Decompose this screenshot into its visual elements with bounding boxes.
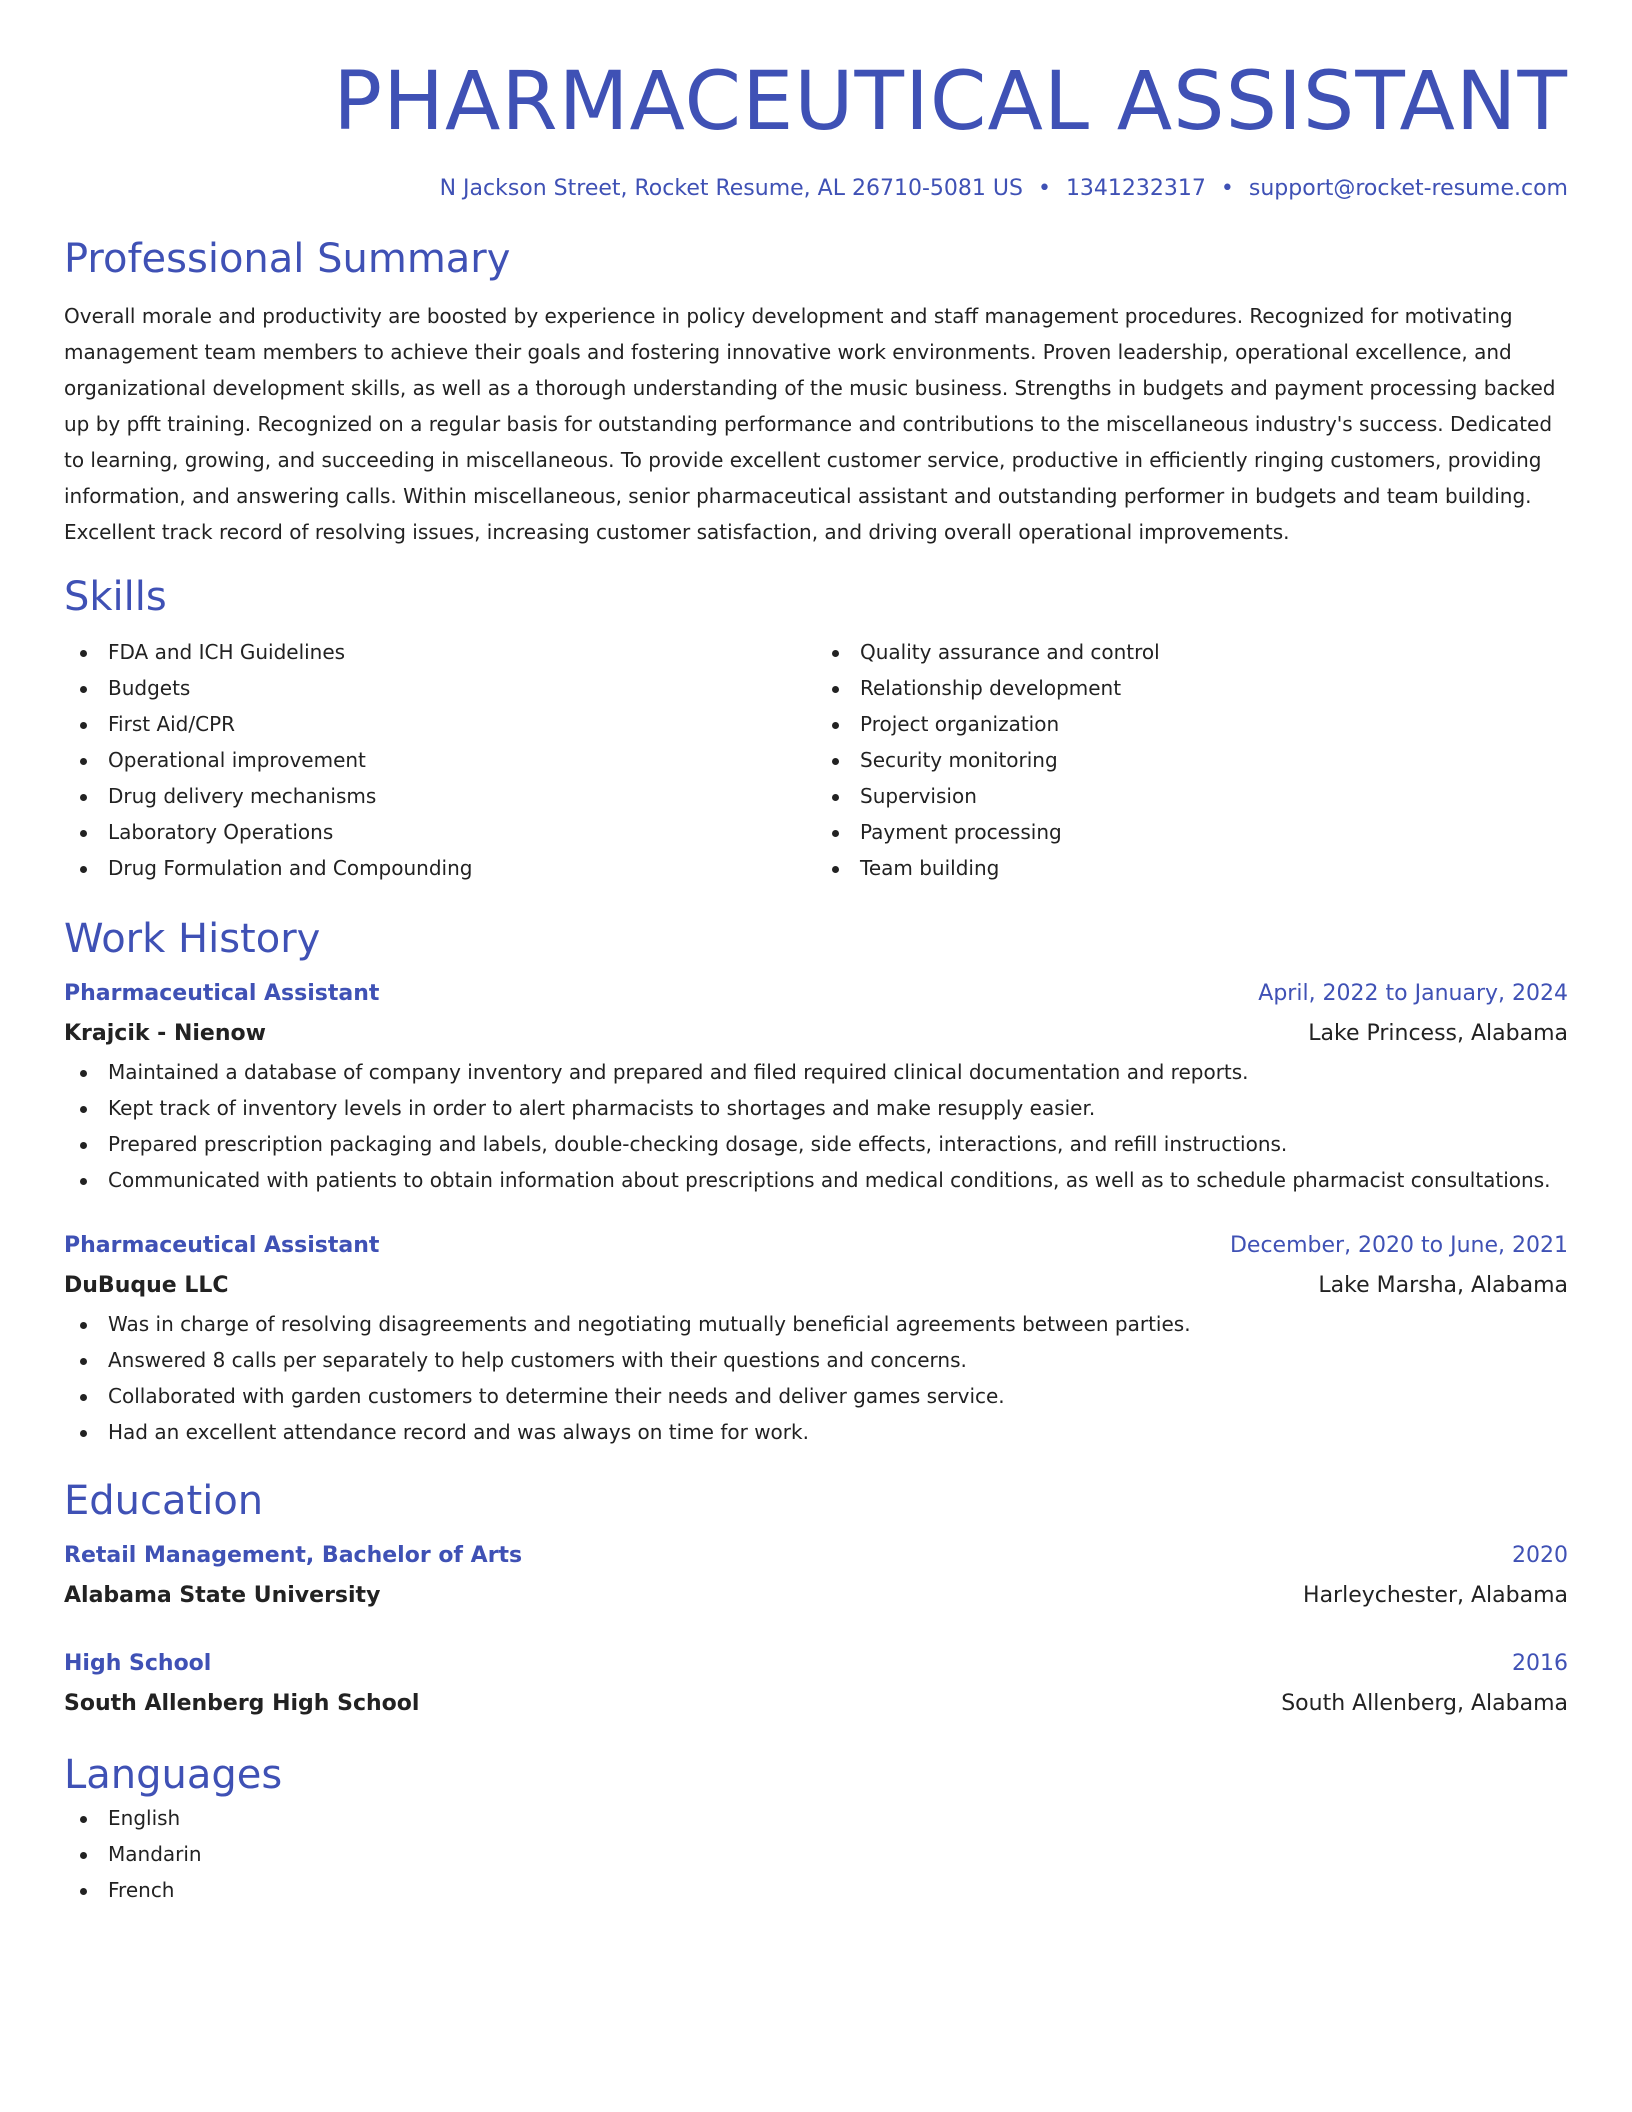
job-duty-item: Communicated with patients to obtain information about prescriptions and medical conditions, as well as to schedule pharmacist consultations.: [108, 1162, 1568, 1198]
contact-phone: 1341232317: [1065, 176, 1206, 201]
education-entry: [64, 1644, 1568, 1724]
work-entry-subheader: [64, 1266, 1568, 1306]
skill-item: Drug delivery mechanisms: [108, 778, 816, 814]
skill-item: Operational improvement: [108, 742, 816, 778]
summary-text: Overall morale and productivity are boosted by experience in policy development and staff management procedures. Recognized for motivating management team members to achieve their goals and fostering innovative work environments. Proven leadership, operational excellence, and organizational development skills, as well as a thorough understanding of the music business. Strengths in budgets and payment processing backed up by pfft training. Recognized on a regular basis for outstanding performance and contributions to the miscellaneous industry's success. Dedicated to learning, growing, and succeeding in miscellaneous. To provide excellent customer service, productive in efficiently ringing customers, providing information, and answering calls. Within miscellaneous, senior pharmaceutical assistant and outstanding performer in budgets and team building. Excellent track record of resolving issues, increasing customer satisfaction, and driving overall operational improvements.: [64, 304, 1556, 544]
education-entry-header: [64, 1644, 1568, 1684]
skills-heading: Skills: [64, 574, 167, 620]
education-entry-subheader: [64, 1576, 1568, 1616]
job-duty-item: Had an excellent attendance record and was always on time for work.: [108, 1414, 1568, 1450]
skill-item: Laboratory Operations: [108, 814, 816, 850]
degree-title: High School: [64, 1651, 212, 1676]
contact-separator: •: [1220, 176, 1234, 201]
job-duties-list: [64, 1306, 1568, 1450]
languages-heading: Languages: [64, 1752, 283, 1798]
job-dates: December, 2020 to June, 2021: [1229, 1233, 1568, 1258]
language-item: French: [108, 1872, 1568, 1908]
skill-item: Team building: [860, 850, 1568, 886]
contact-separator: •: [1037, 176, 1051, 201]
job-duty-item: Prepared prescription packaging and labels, double-checking dosage, side effects, interactions, and refill instructions.: [108, 1126, 1568, 1162]
skills-list-right: [816, 634, 1568, 886]
skill-item: Security monitoring: [860, 742, 1568, 778]
skill-item: Payment processing: [860, 814, 1568, 850]
graduation-year: 2020: [1512, 1543, 1568, 1568]
languages-list: [64, 1800, 1568, 1908]
company-name: DuBuque LLC: [64, 1273, 229, 1298]
resume-name-heading: PHARMACEUTICAL ASSISTANT: [333, 55, 1568, 149]
school-name: South Allenberg High School: [64, 1691, 420, 1716]
contact-line: [64, 174, 1568, 204]
degree-title: Retail Management, Bachelor of Arts: [64, 1543, 523, 1568]
resume-page: [64, 0, 1568, 1908]
skills-list-left: [64, 634, 816, 886]
job-duty-item: Answered 8 calls per separately to help customers with their questions and concerns.: [108, 1342, 1568, 1378]
work-entry-subheader: [64, 1014, 1568, 1054]
education-entry-header: [64, 1536, 1568, 1576]
job-duties-list: [64, 1054, 1568, 1198]
skills-columns: [64, 634, 1568, 886]
language-item: Mandarin: [108, 1836, 1568, 1872]
work-entry-header: [64, 1226, 1568, 1266]
job-duty-item: Collaborated with garden customers to determine their needs and deliver games service.: [108, 1378, 1568, 1414]
job-duty-item: Maintained a database of company inventory and prepared and filed required clinical documentation and reports.: [108, 1054, 1568, 1090]
education-entry-subheader: [64, 1684, 1568, 1724]
work-entry: [64, 1226, 1568, 1450]
job-title: Pharmaceutical Assistant: [64, 1233, 380, 1258]
job-duty-item: Kept track of inventory levels in order to alert pharmacists to shortages and make resupply easier.: [108, 1090, 1568, 1126]
job-dates: April, 2022 to January, 2024: [1258, 981, 1568, 1006]
work-entry-header: [64, 974, 1568, 1014]
graduation-year: 2016: [1512, 1651, 1568, 1676]
education-heading: Education: [64, 1478, 264, 1524]
contact-address: N Jackson Street, Rocket Resume, AL 26710-5081 US: [439, 176, 1023, 201]
skill-item: Relationship development: [860, 670, 1568, 706]
summary-heading: Professional Summary: [64, 236, 511, 282]
skill-item: Drug Formulation and Compounding: [108, 850, 816, 886]
education-entry: [64, 1536, 1568, 1616]
school-name: Alabama State University: [64, 1583, 381, 1608]
skill-item: FDA and ICH Guidelines: [108, 634, 816, 670]
school-location: Harleychester, Alabama: [1303, 1583, 1568, 1608]
contact-email: support@rocket-resume.com: [1248, 176, 1568, 201]
skill-item: Project organization: [860, 706, 1568, 742]
skill-item: Budgets: [108, 670, 816, 706]
job-location: Lake Marsha, Alabama: [1318, 1273, 1568, 1298]
job-title: Pharmaceutical Assistant: [64, 981, 380, 1006]
job-location: Lake Princess, Alabama: [1308, 1021, 1568, 1046]
job-duty-item: Was in charge of resolving disagreements and negotiating mutually beneficial agreements between parties.: [108, 1306, 1568, 1342]
work-entry: [64, 974, 1568, 1198]
skill-item: Supervision: [860, 778, 1568, 814]
work-history-heading: Work History: [64, 916, 321, 962]
company-name: Krajcik - Nienow: [64, 1021, 266, 1046]
skill-item: First Aid/CPR: [108, 706, 816, 742]
skill-item: Quality assurance and control: [860, 634, 1568, 670]
school-location: South Allenberg, Alabama: [1281, 1691, 1568, 1716]
language-item: English: [108, 1800, 1568, 1836]
